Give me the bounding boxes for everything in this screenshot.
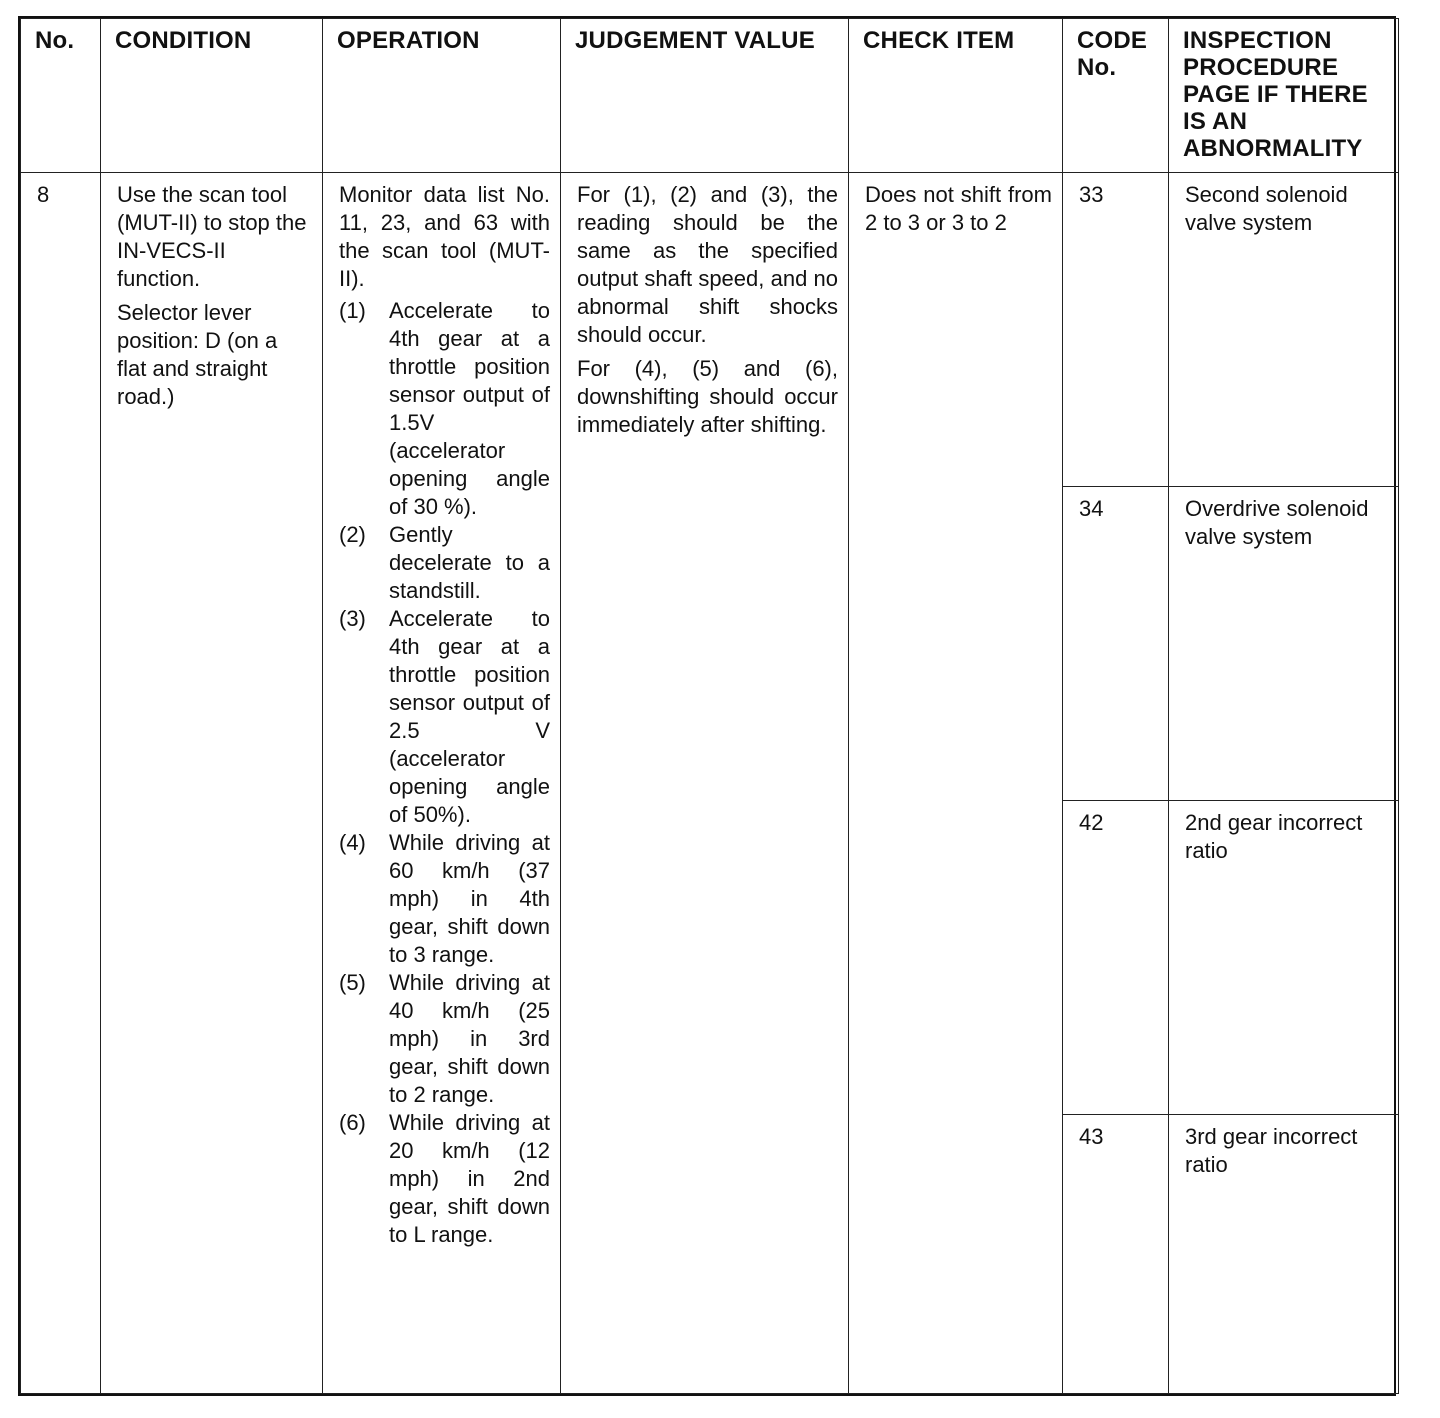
header-row <box>21 19 1399 173</box>
operation-step: (2) Gently decelerate to a standstill. <box>339 522 550 603</box>
header-check-item: CHECK ITEM <box>849 19 1063 173</box>
cell-code: 43 <box>1063 1115 1169 1394</box>
judgement-text-2: For (4), (5) and (6), downshifting should occur immediately after shifting. <box>577 356 838 437</box>
cell-procedure: Second solenoid valve system <box>1169 173 1399 487</box>
operation-intro: Monitor data list No. 11, 23, and 63 with the scan tool (MUT-II). <box>339 182 550 291</box>
condition-selector-text: Selector lever position: D (on a flat and straight road.) <box>117 300 278 409</box>
cell-code: 42 <box>1063 801 1169 1115</box>
operation-step: (1) Accelerate to 4th gear at a throttle position sensor output of 1.5V (accelerator opening angle of 30 %). <box>339 298 550 519</box>
inspection-sheet <box>18 16 1396 1396</box>
cell-operation <box>323 173 561 1394</box>
condition-text: Use the scan tool (MUT-II) to stop the IN-VECS-II function. <box>117 182 307 291</box>
cell-check-item: Does not shift from 2 to 3 or 3 to 2 <box>849 173 1063 1394</box>
header-condition: CONDITION <box>101 19 323 173</box>
cell-no: 8 <box>21 173 101 1394</box>
operation-steps <box>323 297 560 1249</box>
operation-step: (6) While driving at 20 km/h (12 mph) in 2nd gear, shift down to L range. <box>339 1110 550 1247</box>
cell-condition <box>101 173 323 1394</box>
operation-step: (3) Accelerate to 4th gear at a throttle position sensor output of 2.5 V (accelerator opening angle of 50%). <box>339 606 550 827</box>
operation-step: (4) While driving at 60 km/h (37 mph) in 4th gear, shift down to 3 range. <box>339 830 550 967</box>
header-judgement-value: JUDGEMENT VALUE <box>561 19 849 173</box>
cell-procedure: 2nd gear incorrect ratio <box>1169 801 1399 1115</box>
judgement-text-1: For (1), (2) and (3), the reading should be the same as the specified output shaft speed, and no abnormal shift shocks should occur. <box>577 182 838 347</box>
cell-code: 34 <box>1063 487 1169 801</box>
table-row <box>21 173 1399 487</box>
operation-step: (5) While driving at 40 km/h (25 mph) in 3rd gear, shift down to 2 range. <box>339 970 550 1107</box>
cell-judgement-value <box>561 173 849 1394</box>
cell-procedure: Overdrive solenoid valve system <box>1169 487 1399 801</box>
header-operation: OPERATION <box>323 19 561 173</box>
header-inspection-procedure: INSPECTION PROCEDURE PAGE IF THERE IS AN ABNORMALITY <box>1169 19 1399 173</box>
header-code-no: CODE No. <box>1063 19 1169 173</box>
inspection-table <box>20 18 1399 1394</box>
cell-code: 33 <box>1063 173 1169 487</box>
header-no: No. <box>21 19 101 173</box>
cell-procedure: 3rd gear incorrect ratio <box>1169 1115 1399 1394</box>
